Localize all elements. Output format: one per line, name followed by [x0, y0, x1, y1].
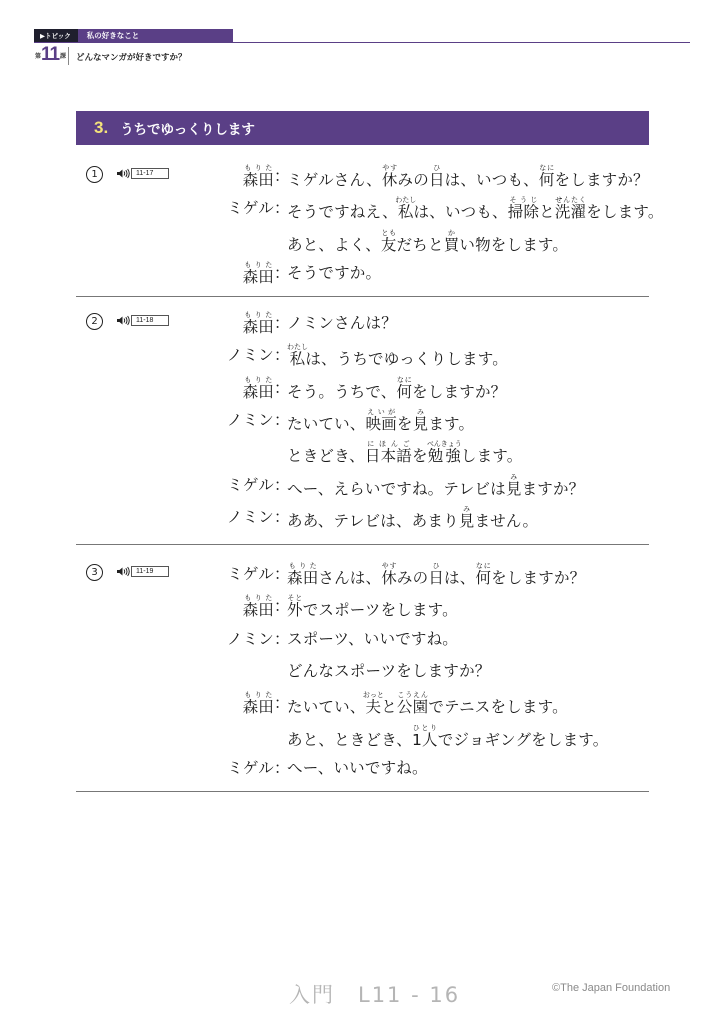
- dialogue-number: 3: [86, 564, 103, 581]
- speaker-colon: ：: [274, 629, 290, 648]
- utterance: そうですねえ、私わたしは、いつも、掃除そうじと洗濯せんたくをします。: [287, 196, 664, 222]
- audio-track-label: 11-17: [131, 168, 169, 179]
- page-number: 入門 L11 - 16: [289, 983, 461, 1007]
- speaker-colon: ：: [274, 167, 290, 185]
- speaker-colon: ：: [274, 597, 290, 616]
- dialogue-divider: [76, 791, 649, 792]
- utterance: たいてい、映画えいがを見みます。: [287, 407, 475, 433]
- utterance: そう。うちで、何なにをしますか？: [287, 375, 507, 401]
- speaker-colon: ：: [274, 263, 290, 282]
- speaker-name: 森田もりた: [242, 375, 274, 401]
- dialogue-divider: [76, 296, 649, 297]
- utterance: あと、ときどき、1人ひとりでジョギングをします。: [287, 723, 609, 749]
- lesson-suffix: 課: [60, 53, 67, 60]
- speaker-icon: [116, 168, 130, 179]
- lesson-prefix: 第: [35, 53, 42, 60]
- speaker-colon: ：: [274, 758, 290, 777]
- speaker-name: ノミン: [226, 629, 274, 648]
- copyright: ©The Japan Foundation: [552, 982, 671, 994]
- lesson-separator: [68, 47, 69, 65]
- speaker-colon: ：: [274, 507, 290, 526]
- speaker-name: ノミン: [226, 410, 274, 429]
- dialogue-divider: [76, 544, 649, 545]
- speaker-name: 森田もりた: [242, 311, 274, 336]
- utterance: スポーツ、いいですね。: [287, 629, 458, 648]
- speaker-colon: ：: [274, 199, 290, 218]
- utterance: 外そとでスポーツをします。: [287, 594, 458, 620]
- speaker-name: 森田もりた: [242, 164, 274, 189]
- audio-track-label: 11-18: [131, 315, 169, 326]
- speaker-name: ミゲル: [227, 199, 274, 218]
- utterance: どんなスポーツをしますか？: [287, 661, 491, 680]
- section-header: [76, 111, 649, 145]
- audio-track[interactable]: [116, 566, 169, 577]
- speaker-name: ミゲル: [227, 475, 274, 494]
- utterance: 私わたしは、うちでゆっくりします。: [287, 343, 508, 369]
- section-number: 3.: [94, 118, 109, 137]
- topic-header: [34, 29, 233, 42]
- speaker-colon: ：: [274, 314, 290, 332]
- audio-track[interactable]: [116, 315, 169, 326]
- speaker-colon: ：: [274, 694, 290, 713]
- lesson-title: どんなマンガが好きですか？: [76, 53, 187, 63]
- utterance: ああ、テレビは、あまり見みません。: [287, 504, 539, 530]
- speaker-colon: ：: [274, 475, 290, 494]
- dialogue-number: 1: [86, 166, 103, 183]
- speaker-colon: ：: [274, 378, 290, 397]
- topic-title: 私の好きなこと: [78, 29, 233, 42]
- speaker-colon: ：: [274, 565, 290, 583]
- utterance: 森田もりたさんは、休やすみの日ひは、何なにをしますか？: [287, 562, 586, 587]
- speaker-icon: [116, 315, 130, 326]
- speaker-name: ミゲル: [227, 758, 274, 777]
- audio-track[interactable]: [116, 168, 169, 179]
- audio-track-label: 11-19: [131, 566, 169, 577]
- utterance: へー、えらいですね。テレビは見みますか？: [287, 472, 585, 498]
- dialogue-number: 2: [86, 313, 103, 330]
- utterance: たいてい、夫おっとと公園こうえんでテニスをします。: [287, 691, 568, 717]
- speaker-colon: ：: [274, 346, 290, 365]
- speaker-name: ノミン: [226, 507, 274, 526]
- utterance: あと、よく、友ともだちと買かい物をします。: [287, 228, 569, 254]
- speaker-icon: [116, 566, 130, 577]
- utterance: そうですか。: [287, 263, 382, 282]
- speaker-name: ミゲル: [227, 565, 274, 583]
- speaker-name: 森田もりた: [242, 594, 274, 620]
- topic-tag: ▶トピック: [34, 29, 78, 42]
- section-title: うちでゆっくりします: [120, 122, 255, 138]
- utterance: ノミンさんは？: [287, 314, 397, 332]
- header-divider: [34, 42, 690, 43]
- speaker-name: 森田もりた: [242, 691, 274, 717]
- utterance: ミゲルさん、休やすみの日ひは、いつも、何なにをしますか？: [287, 164, 649, 189]
- speaker-name: ノミン: [226, 346, 274, 365]
- speaker-name: 森田もりた: [242, 260, 274, 286]
- utterance: へー、いいですね。: [287, 758, 428, 777]
- lesson-number: 11: [41, 44, 60, 65]
- speaker-colon: ：: [274, 410, 290, 429]
- utterance: ときどき、日本語にほんごを勉強べんきょうします。: [287, 440, 523, 466]
